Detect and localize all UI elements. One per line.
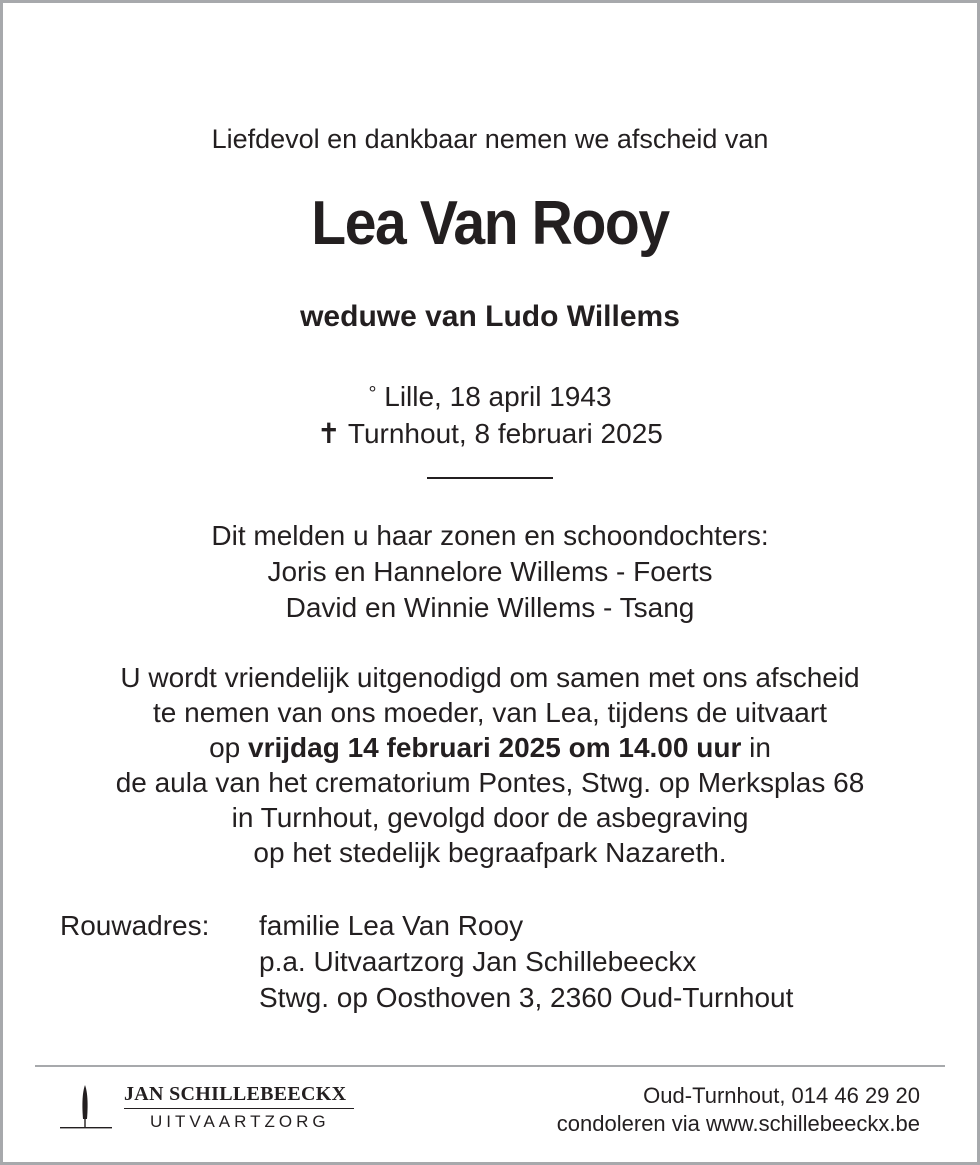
invite-pre: op [209,732,248,763]
invite-date-line [0,730,980,765]
birth-line [0,376,980,415]
address-lines [259,908,793,1016]
family-member: David en Winnie Willems - Tsang [285,592,695,623]
funeral-home-logo [58,1081,358,1133]
address-line: familie Lea Van Rooy [259,910,524,941]
address-line: Stwg. op Oosthoven 3, 2360 Oud-Turnhout [259,982,794,1013]
contact-phone: Oud-Turnhout, 014 46 29 20 [643,1083,920,1108]
brand-name: JAN SCHILLEBEECKX [124,1083,347,1105]
death-text: Turnhout, 8 februari 2025 [347,418,663,449]
brand-rule [124,1108,354,1109]
divider [427,477,553,479]
address-line: p.a. Uitvaartzorg Jan Schillebeeckx [259,946,697,977]
deceased-name: Lea Van Rooy [311,189,669,258]
death-symbol: ✝ [317,418,341,449]
family-intro: Dit melden u haar zonen en schoondochters: [211,520,769,551]
intro-text: Liefdevol en dankbaar nemen we afscheid van [211,124,769,154]
death-line [0,415,980,452]
invite-line: in Turnhout, gevolgd door de asbegraving [231,802,749,833]
address-label: Rouwadres: [60,910,210,941]
invite-line: U wordt vriendelijk uitgenodigd om samen met ons afscheid [120,662,860,693]
invite-line: te nemen van ons moeder, van Lea, tijdens de uitvaart [153,697,827,728]
birth-symbol: ° [368,383,377,405]
invite-post: in [741,732,771,763]
invite-line: op het stedelijk begraafpark Nazareth. [253,837,727,868]
cypress-tree-icon [58,1081,114,1133]
invite-line: de aula van het crematorium Pontes, Stwg. op Merksplas 68 [115,767,865,798]
footer-divider [35,1065,945,1067]
brand-subtitle: UITVAARTZORG [150,1112,330,1131]
invitation-block [0,660,980,870]
funeral-date: vrijdag 14 februari 2025 om 14.00 uur [248,732,742,763]
birth-text: Lille, 18 april 1943 [384,381,612,412]
contact-website: condoleren via www.schillebeeckx.be [556,1111,920,1136]
family-block [0,518,980,626]
contact-info [557,1082,920,1138]
life-dates [0,376,980,452]
family-member: Joris en Hannelore Willems - Foerts [267,556,713,587]
spouse-line: weduwe van Ludo Willems [300,300,680,333]
